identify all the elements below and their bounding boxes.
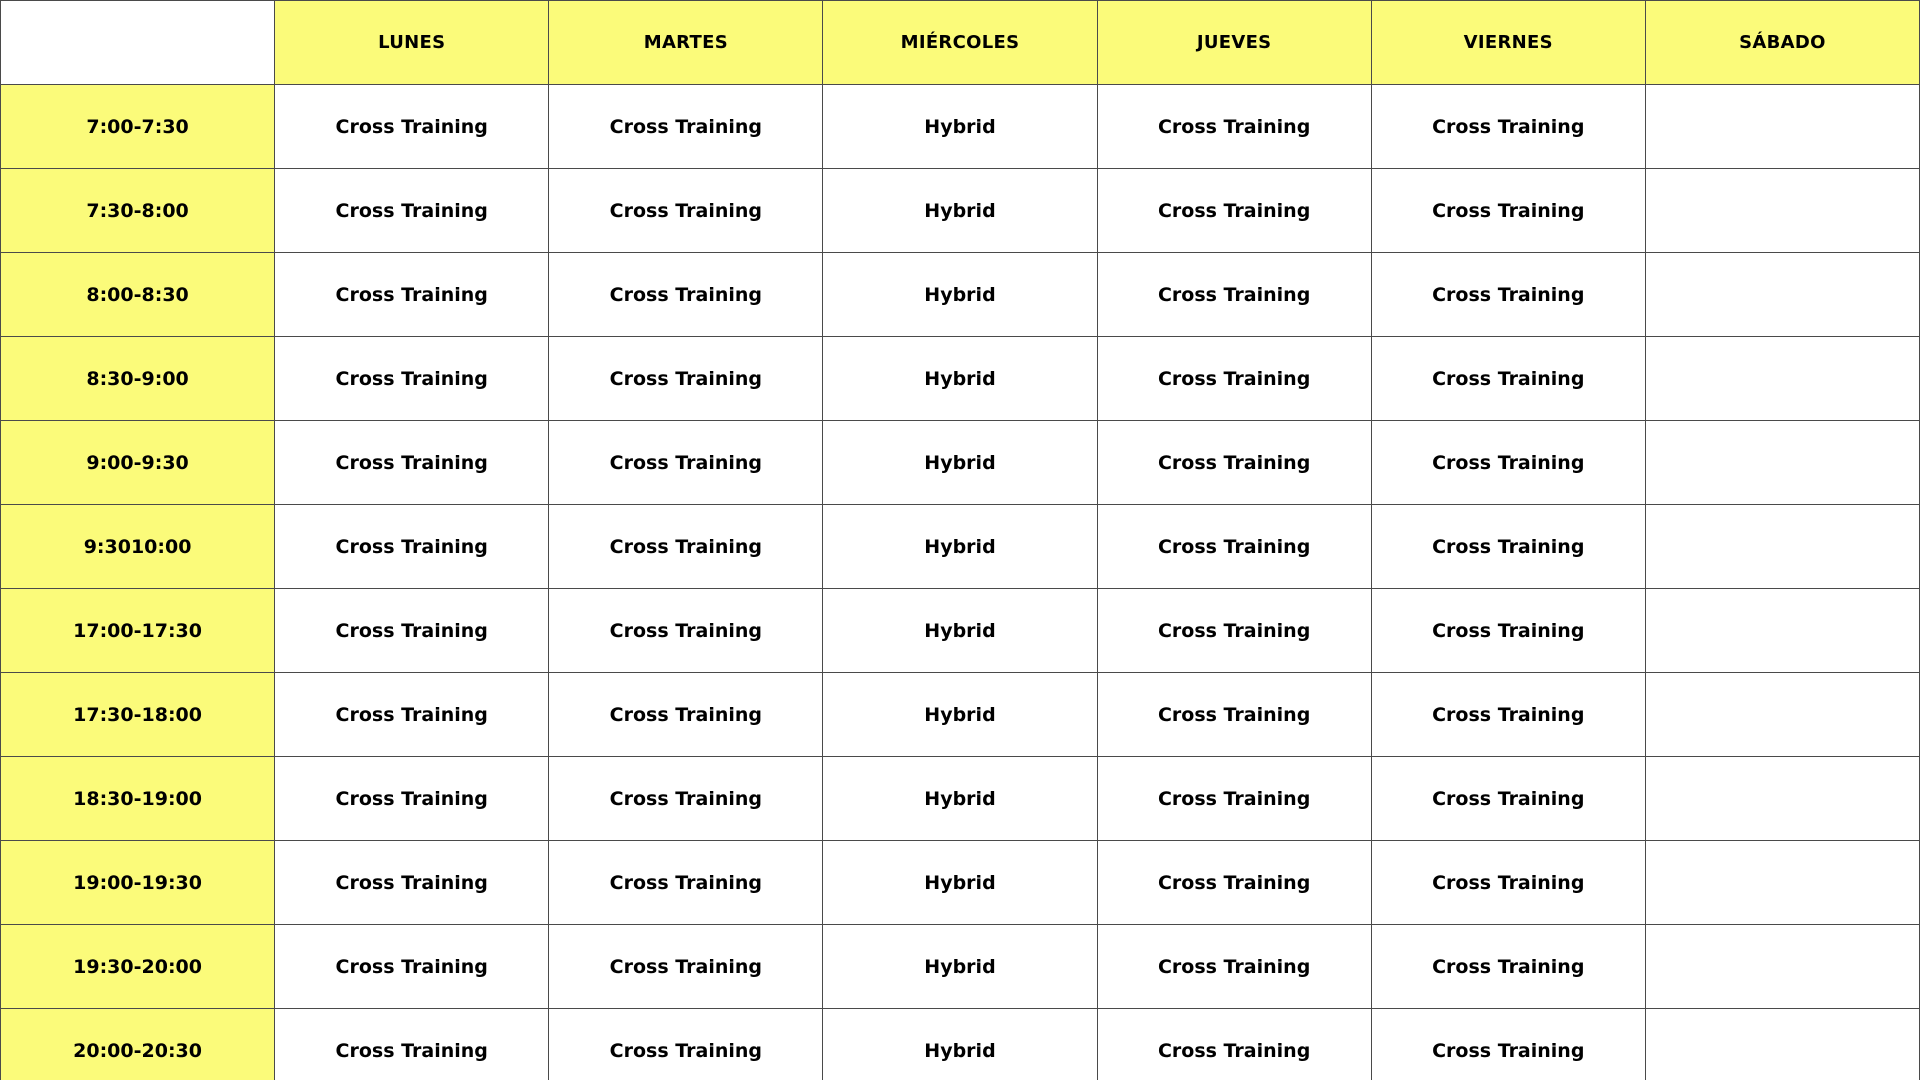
class-cell: Cross Training bbox=[1371, 1009, 1645, 1080]
class-cell: Hybrid bbox=[823, 169, 1097, 253]
class-cell: Hybrid bbox=[823, 85, 1097, 169]
class-cell: Cross Training bbox=[1097, 337, 1371, 421]
class-cell: Cross Training bbox=[1371, 589, 1645, 673]
class-cell: Cross Training bbox=[1371, 421, 1645, 505]
class-cell bbox=[1645, 337, 1919, 421]
class-cell bbox=[1645, 757, 1919, 841]
time-slot-cell: 17:00-17:30 bbox=[1, 589, 275, 673]
class-cell: Cross Training bbox=[1371, 925, 1645, 1009]
class-cell: Cross Training bbox=[275, 337, 549, 421]
table-row bbox=[1, 841, 1920, 925]
class-cell: Cross Training bbox=[549, 589, 823, 673]
corner-cell bbox=[1, 1, 275, 85]
class-cell: Hybrid bbox=[823, 1009, 1097, 1080]
class-cell bbox=[1645, 85, 1919, 169]
class-cell bbox=[1645, 1009, 1919, 1080]
class-cell: Cross Training bbox=[1097, 505, 1371, 589]
class-cell: Cross Training bbox=[1097, 673, 1371, 757]
class-cell: Cross Training bbox=[1371, 505, 1645, 589]
class-cell bbox=[1645, 169, 1919, 253]
table-row bbox=[1, 925, 1920, 1009]
class-cell: Cross Training bbox=[275, 421, 549, 505]
class-cell: Hybrid bbox=[823, 841, 1097, 925]
class-cell: Cross Training bbox=[549, 505, 823, 589]
class-cell: Cross Training bbox=[549, 337, 823, 421]
class-cell: Hybrid bbox=[823, 925, 1097, 1009]
table-row bbox=[1, 85, 1920, 169]
class-cell: Cross Training bbox=[275, 757, 549, 841]
table-row bbox=[1, 169, 1920, 253]
time-slot-cell: 20:00-20:30 bbox=[1, 1009, 275, 1080]
class-cell: Cross Training bbox=[275, 589, 549, 673]
class-cell bbox=[1645, 253, 1919, 337]
table-row bbox=[1, 757, 1920, 841]
class-cell: Cross Training bbox=[1097, 757, 1371, 841]
class-cell: Cross Training bbox=[549, 85, 823, 169]
class-cell: Cross Training bbox=[549, 757, 823, 841]
class-cell: Cross Training bbox=[275, 925, 549, 1009]
time-slot-cell: 9:00-9:30 bbox=[1, 421, 275, 505]
day-header-4: VIERNES bbox=[1371, 1, 1645, 85]
class-cell: Hybrid bbox=[823, 505, 1097, 589]
class-cell: Cross Training bbox=[275, 169, 549, 253]
time-slot-cell: 8:00-8:30 bbox=[1, 253, 275, 337]
class-cell: Cross Training bbox=[275, 1009, 549, 1080]
class-cell: Cross Training bbox=[275, 85, 549, 169]
class-cell: Cross Training bbox=[1097, 421, 1371, 505]
class-cell: Cross Training bbox=[1097, 169, 1371, 253]
time-slot-cell: 17:30-18:00 bbox=[1, 673, 275, 757]
time-slot-cell: 18:30-19:00 bbox=[1, 757, 275, 841]
class-cell: Cross Training bbox=[549, 253, 823, 337]
table-row bbox=[1, 673, 1920, 757]
class-cell: Cross Training bbox=[549, 421, 823, 505]
class-cell: Hybrid bbox=[823, 589, 1097, 673]
day-header-1: MARTES bbox=[549, 1, 823, 85]
class-cell bbox=[1645, 841, 1919, 925]
class-cell: Cross Training bbox=[1371, 673, 1645, 757]
class-cell: Cross Training bbox=[1371, 169, 1645, 253]
time-slot-cell: 7:00-7:30 bbox=[1, 85, 275, 169]
class-cell bbox=[1645, 505, 1919, 589]
table-row bbox=[1, 1009, 1920, 1080]
table-row bbox=[1, 337, 1920, 421]
class-cell: Hybrid bbox=[823, 673, 1097, 757]
class-cell: Cross Training bbox=[1097, 85, 1371, 169]
class-cell bbox=[1645, 925, 1919, 1009]
class-cell: Hybrid bbox=[823, 337, 1097, 421]
class-cell bbox=[1645, 421, 1919, 505]
table-row bbox=[1, 253, 1920, 337]
class-cell: Hybrid bbox=[823, 421, 1097, 505]
class-cell: Hybrid bbox=[823, 253, 1097, 337]
class-cell bbox=[1645, 673, 1919, 757]
class-cell: Cross Training bbox=[1097, 1009, 1371, 1080]
table-row bbox=[1, 421, 1920, 505]
class-cell bbox=[1645, 589, 1919, 673]
class-cell: Cross Training bbox=[1371, 337, 1645, 421]
class-cell: Cross Training bbox=[1097, 253, 1371, 337]
class-cell: Cross Training bbox=[1371, 757, 1645, 841]
class-cell: Cross Training bbox=[1097, 589, 1371, 673]
time-slot-cell: 19:30-20:00 bbox=[1, 925, 275, 1009]
class-cell: Cross Training bbox=[275, 673, 549, 757]
class-cell: Cross Training bbox=[1097, 925, 1371, 1009]
class-cell: Hybrid bbox=[823, 757, 1097, 841]
day-header-5: SÁBADO bbox=[1645, 1, 1919, 85]
class-cell: Cross Training bbox=[275, 505, 549, 589]
day-header-2: MIÉRCOLES bbox=[823, 1, 1097, 85]
class-cell: Cross Training bbox=[549, 1009, 823, 1080]
class-cell: Cross Training bbox=[1371, 253, 1645, 337]
time-slot-cell: 9:3010:00 bbox=[1, 505, 275, 589]
table-row bbox=[1, 589, 1920, 673]
class-cell: Cross Training bbox=[1097, 841, 1371, 925]
class-cell: Cross Training bbox=[275, 841, 549, 925]
class-cell: Cross Training bbox=[549, 673, 823, 757]
class-cell: Cross Training bbox=[549, 169, 823, 253]
time-slot-cell: 19:00-19:30 bbox=[1, 841, 275, 925]
class-cell: Cross Training bbox=[1371, 85, 1645, 169]
day-header-3: JUEVES bbox=[1097, 1, 1371, 85]
time-slot-cell: 8:30-9:00 bbox=[1, 337, 275, 421]
time-slot-cell: 7:30-8:00 bbox=[1, 169, 275, 253]
class-cell: Cross Training bbox=[1371, 841, 1645, 925]
class-cell: Cross Training bbox=[549, 841, 823, 925]
day-header-0: LUNES bbox=[275, 1, 549, 85]
class-cell: Cross Training bbox=[549, 925, 823, 1009]
header-row bbox=[1, 1, 1920, 85]
table-row bbox=[1, 505, 1920, 589]
class-cell: Cross Training bbox=[275, 253, 549, 337]
